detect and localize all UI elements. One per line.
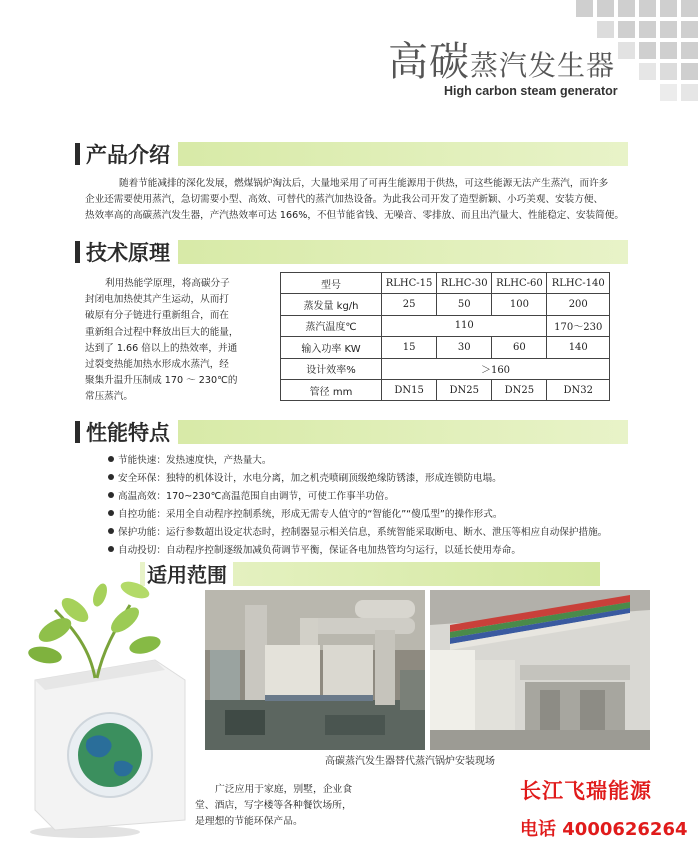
plant-globe-icon [15, 570, 195, 840]
title-sub: 蒸汽发生器 [470, 49, 616, 82]
table-cell: 50 [437, 294, 492, 315]
bullet-icon [108, 492, 114, 498]
table-row [281, 379, 610, 400]
installation-photo-factory [430, 590, 650, 750]
table-cell: 200 [547, 294, 610, 315]
table-cell: 蒸汽温度℃ [281, 315, 382, 336]
principle-line: 利用热能学原理，将高碳分子 [105, 278, 230, 289]
table-cell: ＞160 [382, 358, 610, 379]
section-heading-intro: 产品介绍 [75, 139, 178, 169]
factory-illustration [430, 590, 650, 750]
title-main: 高碳 [388, 39, 470, 85]
bullet-icon [108, 510, 114, 516]
section-heading-application: 适用范围 [145, 559, 233, 588]
table-cell: DN25 [492, 379, 547, 400]
table-cell: DN32 [547, 379, 610, 400]
application-line: 是理想的节能环保产品。 [195, 816, 303, 827]
principle-line: 封闭电加热使其产生运动，从而打 [85, 294, 229, 306]
table-header-cell: RLHC-140 [547, 273, 610, 294]
principle-line: 达到了 1.66 倍以上的热效率，并通 [85, 342, 238, 354]
contact-phone: 电话 4000626264 [520, 819, 688, 840]
intro-line: 随着节能减排的深化发展，燃煤锅炉淘汰后，大量地采用了可再生能源用于供热，可这些能源无法产生蒸汽，而许多 [119, 178, 609, 189]
intro-line: 企业还需要使用蒸汽，急切需要小型、高效、可替代的蒸汽加热设备。为此我公司开发了造型新颖、小巧美观、安装方便、 [85, 194, 604, 205]
table-cell: 管径 mm [281, 379, 382, 400]
table-cell: DN25 [437, 379, 492, 400]
table-header-cell: RLHC-30 [437, 273, 492, 294]
table-cell: 140 [547, 337, 610, 358]
table-row [281, 337, 610, 358]
installation-photo-boiler-room [205, 590, 425, 750]
intro-line: 热效率高的高碳蒸汽发生器，产汽热效率可达 166%，不但节能省钱、无噪音、零排放、而且出汽量大、性能稳定、安装简便。 [85, 210, 624, 221]
table-header-cell: RLHC-60 [492, 273, 547, 294]
feature-item: 保护功能：运行参数超出设定状态时，控制器显示相关信息，系统智能采取断电、断水、泄压等相应自动保护措施。 [108, 524, 607, 538]
section-heading-principle: 技术原理 [75, 237, 178, 267]
heading-marker-icon [75, 421, 80, 443]
principle-line: 聚集升温升压制成 170 ～ 230℃的 [85, 375, 238, 387]
table-row [281, 315, 610, 336]
principle-line: 常压蒸汽。 [85, 391, 133, 403]
feature-item: 高温高效：170~230℃高温范围自由调节，可使工作事半功倍。 [108, 488, 394, 502]
table-cell: 110 [382, 315, 547, 336]
table-cell: DN15 [382, 379, 437, 400]
company-brand: 长江飞瑞能源 [520, 779, 652, 803]
feature-item: 自控功能：采用全自动程序控制系统，形成无需专人值守的“智能化”“傻瓜型”的操作形式。 [108, 506, 502, 520]
feature-item: 节能快速：发热速度快，产热量大。 [108, 452, 272, 466]
table-cell: 25 [382, 294, 437, 315]
feature-item: 自动投切：自动程序控制逐级加减负荷调节平衡，保证各电加热管均匀运行，以延长使用寿命。 [108, 542, 521, 556]
table-row [281, 273, 610, 294]
heading-marker-icon [75, 241, 80, 263]
application-line: 堂、酒店，写字楼等各种餐饮场所， [195, 800, 352, 811]
boiler-room-illustration [205, 590, 425, 750]
spec-table [280, 272, 610, 401]
bullet-icon [108, 474, 114, 480]
feature-item: 安全环保：独特的机体设计，水电分离，加之机壳喷刷顶级绝缘防锈漆，形成连锁防电塌。 [108, 470, 502, 484]
bullet-icon [108, 546, 114, 552]
bullet-icon [108, 528, 114, 534]
principle-line: 过裂变热能加热水形成水蒸汽，经 [85, 359, 229, 371]
bullet-icon [108, 456, 114, 462]
heading-marker-icon [75, 143, 80, 165]
table-row [281, 294, 610, 315]
table-row [281, 358, 610, 379]
page-title [388, 30, 615, 87]
table-header-cell: RLHC-15 [382, 273, 437, 294]
principle-paragraph [85, 276, 275, 406]
table-cell: 蒸发量 kg/h [281, 294, 382, 315]
table-cell: 30 [437, 337, 492, 358]
table-cell: 设计效率% [281, 358, 382, 379]
section-heading-features: 性能特点 [75, 417, 178, 447]
table-cell: 输入功率 KW [281, 337, 382, 358]
plant-globe-decoration [15, 570, 195, 840]
title-english: High carbon steam generator [444, 84, 618, 98]
table-cell: 170～230 [547, 315, 610, 336]
photo-caption: 高碳蒸汽发生器替代蒸汽锅炉安装现场 [325, 756, 495, 767]
table-cell: 100 [492, 294, 547, 315]
table-cell: 60 [492, 337, 547, 358]
application-paragraph [195, 782, 395, 830]
table-cell: 15 [382, 337, 437, 358]
principle-line: 破原有分子链进行重新组合，而在 [85, 310, 229, 322]
principle-line: 重新组合过程中释放出巨大的能量， [85, 326, 239, 338]
table-header-cell: 型号 [281, 273, 382, 294]
application-line: 广泛应用于家庭，别墅，企业食 [215, 784, 353, 795]
intro-paragraph [85, 176, 645, 224]
